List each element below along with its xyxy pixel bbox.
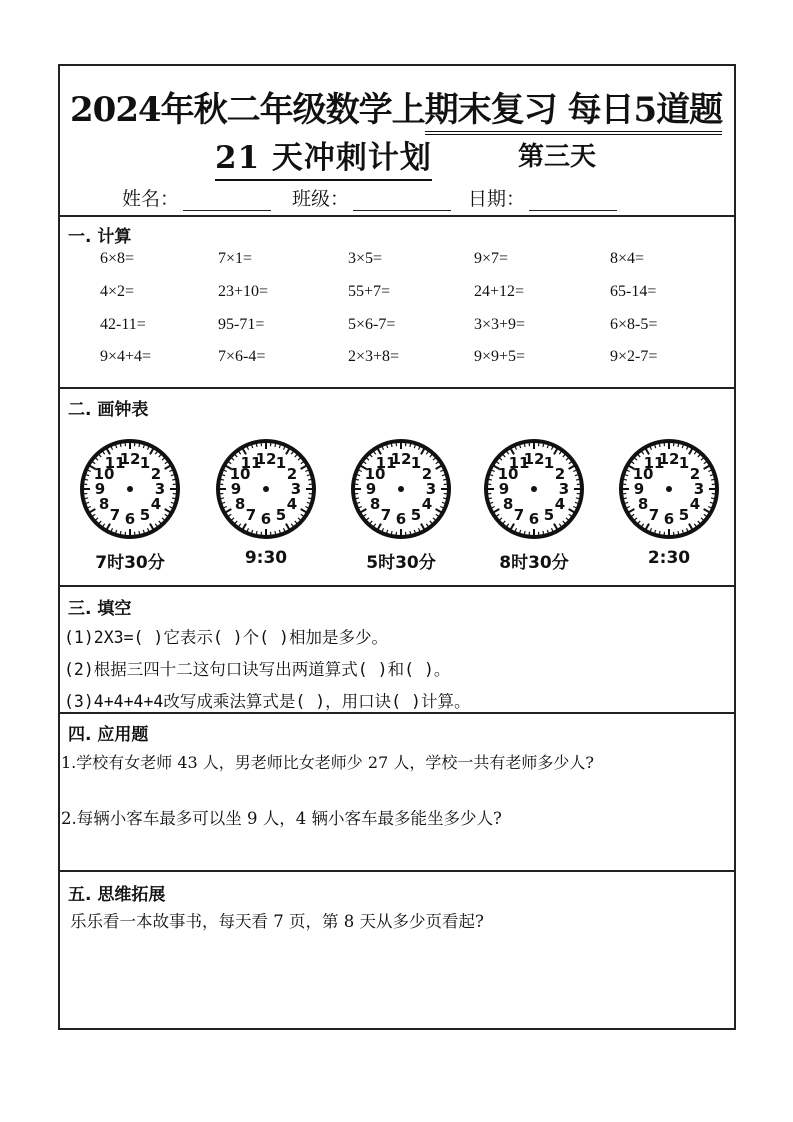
name-field [122,184,271,211]
clock-tick [524,531,525,535]
clock-tick [355,479,359,480]
clock-number: 3 [154,480,166,498]
apply-section [60,714,734,872]
calc-problem: 2×3+8= [348,348,400,365]
clock-number: 12 [390,450,412,468]
section-heading: 五. 思维拓展 [68,885,166,905]
clock-number: 4 [150,495,162,513]
clock-face-icon[interactable] [75,434,185,544]
fill-item: (2)根据三四十二这句口诀写出两道算式( )和( )。 [64,660,451,679]
name-label: 姓名： [122,188,180,210]
calc-problem: 9×9+5= [474,348,526,365]
calc-problem: 7×6-4= [218,348,266,365]
clock-number: 9 [365,480,377,498]
header-section [60,66,734,217]
clock-tick [543,443,544,447]
calc-problem: 24+12= [474,283,525,300]
clock-number: 10 [93,465,115,483]
calc-problem: 6×8= [100,250,135,267]
calc-problem: 65-14= [610,283,657,300]
calc-problem: 3×3+9= [474,316,526,333]
clock-number: 11 [240,454,262,473]
clock-number: 7 [245,505,257,524]
clock-tick [410,443,411,447]
clock-number: 8 [502,495,514,513]
clock-number: 11 [104,454,126,473]
clock-tick [623,479,627,480]
clock-tick [308,479,312,480]
clock-section [60,389,734,587]
name-blank[interactable] [183,192,271,211]
clock-number: 6 [124,510,136,528]
clock-number: 4 [554,495,566,513]
clock-number: 1 [410,454,422,473]
clock-number: 6 [395,510,407,528]
clock-number: 8 [98,495,110,513]
calc-problem: 3×5= [348,250,383,267]
date-label: 日期： [468,188,526,210]
clock-number: 3 [425,480,437,498]
clock-time-label: 2:30 [647,548,691,568]
clock-tick [120,531,121,535]
clock-tick [576,479,580,480]
calc-problem: 5×6-7= [348,316,396,333]
clock-tick [678,531,679,535]
calc-problem: 9×7= [474,250,509,267]
clock-tick [275,443,276,447]
day-label: 第三天 [518,142,597,172]
clock-face-icon[interactable] [614,434,724,544]
section-heading: 四. 应用题 [68,725,149,745]
clock-number: 9 [633,480,645,498]
clock-number: 5 [275,505,287,524]
class-blank[interactable] [353,192,451,211]
fill-section [60,587,734,714]
calc-problem: 9×2-7= [610,348,658,365]
calc-section [60,217,734,389]
worksheet-subtitle [215,132,432,181]
clock-face-icon[interactable] [211,434,321,544]
calc-problem: 95-71= [218,316,265,333]
fill-item: (1)2X3=( )它表示( )个( )相加是多少。 [64,628,388,647]
clock-tick [410,531,411,535]
clock-tick [220,479,224,480]
clock-number: 9 [498,480,510,498]
clock-tick [275,531,276,535]
worksheet [58,64,736,1030]
clock-tick [659,443,660,447]
clock-tick [711,479,715,480]
clock-number: 4 [286,495,298,513]
clock-number: 12 [119,450,141,468]
clock-number: 11 [508,454,530,473]
clock-number: 7 [513,505,525,524]
clock-number: 10 [229,465,251,483]
clock-number: 9 [94,480,106,498]
date-blank[interactable] [529,192,617,211]
clock-number: 2 [554,465,566,483]
clock-face-icon[interactable] [479,434,589,544]
clock-tick [576,498,580,499]
clock-number: 10 [632,465,654,483]
title-prefix: 2024年秋二年级数学上 [70,90,425,130]
section-heading: 一. 计算 [68,227,132,247]
clock-time-label: 8时30分 [499,553,569,573]
clock-tick [120,443,121,447]
clock-number: 1 [678,454,690,473]
clock-number: 3 [693,480,705,498]
clock-tick [659,531,660,535]
clock-tick [443,498,447,499]
clock-number: 5 [543,505,555,524]
clock-number: 8 [234,495,246,513]
clock-number: 5 [678,505,690,524]
clock-face-icon[interactable] [346,434,456,544]
subtitle-text: 21 天冲刺计划 [215,132,432,181]
clock-tick [678,443,679,447]
clock-number: 6 [528,510,540,528]
clock-number: 3 [558,480,570,498]
title-underlined: 期末复习 每日5道题 [425,90,723,135]
clock-tick [543,531,544,535]
clock-number: 5 [410,505,422,524]
calc-problem: 23+10= [218,283,269,300]
clock-tick [139,531,140,535]
clock-time-label: 5时30分 [366,553,436,573]
clock-number: 6 [260,510,272,528]
clock-number: 1 [139,454,151,473]
clock-tick [391,531,392,535]
clock-time-label: 9:30 [244,548,288,568]
clock-tick [172,498,176,499]
clock-tick [443,479,447,480]
clock-number: 7 [380,505,392,524]
calc-problem: 7×1= [218,250,253,267]
clock-center-dot [666,486,672,492]
problem-item: 乐乐看一本故事书，每天看 7 页，第 8 天从多少页看起? [70,912,484,931]
clock-number: 1 [275,454,287,473]
clock-tick [711,498,715,499]
class-label: 班级： [292,188,350,210]
clock-tick [220,498,224,499]
clock-number: 12 [658,450,680,468]
problem-item: 1.学校有女老师 43 人，男老师比女老师少 27 人，学校一共有老师多少人? [61,753,594,772]
class-field [292,184,451,211]
clock-tick [84,479,88,480]
clock-number: 9 [230,480,242,498]
clock-tick [172,479,176,480]
clock-number: 11 [375,454,397,473]
clock-number: 1 [543,454,555,473]
clock-center-dot [531,486,537,492]
clock-tick [139,443,140,447]
clock-number: 10 [497,465,519,483]
clock-number: 8 [369,495,381,513]
clock-tick [355,498,359,499]
fill-item: (3)4+4+4+4改写成乘法算式是( )，用口诀( )计算。 [64,692,471,711]
clock-number: 4 [421,495,433,513]
clock-number: 2 [421,465,433,483]
clock-center-dot [398,486,404,492]
clock-center-dot [127,486,133,492]
clock-number: 2 [286,465,298,483]
clock-time-label: 7时30分 [95,553,165,573]
clock-number: 7 [648,505,660,524]
clock-number: 10 [364,465,386,483]
clock-number: 4 [689,495,701,513]
clock-tick [623,498,627,499]
clock-tick [524,443,525,447]
problem-item: 2.每辆小客车最多可以坐 9 人，4 辆小客车最多能坐多少人? [61,809,502,828]
clock-center-dot [263,486,269,492]
clock-number: 7 [109,505,121,524]
clock-number: 12 [523,450,545,468]
clock-number: 5 [139,505,151,524]
clock-number: 11 [643,454,665,473]
calc-problem: 8×4= [610,250,645,267]
clock-number: 6 [663,510,675,528]
date-field [468,184,617,211]
clock-number: 8 [637,495,649,513]
calc-problem: 42-11= [100,316,146,333]
clock-tick [308,498,312,499]
clock-tick [256,531,257,535]
clock-number: 2 [150,465,162,483]
section-heading: 二. 画钟表 [68,400,149,420]
clock-tick [488,498,492,499]
section-heading: 三. 填空 [68,599,132,619]
clock-tick [391,443,392,447]
clock-number: 12 [255,450,277,468]
calc-problem: 4×2= [100,283,135,300]
calc-problem: 55+7= [348,283,391,300]
clock-tick [488,479,492,480]
think-section [60,872,734,1028]
calc-problem: 6×8-5= [610,316,658,333]
clock-tick [84,498,88,499]
clock-number: 2 [689,465,701,483]
clock-tick [256,443,257,447]
worksheet-title [70,82,722,131]
calc-problem: 9×4+4= [100,348,152,365]
clock-number: 3 [290,480,302,498]
